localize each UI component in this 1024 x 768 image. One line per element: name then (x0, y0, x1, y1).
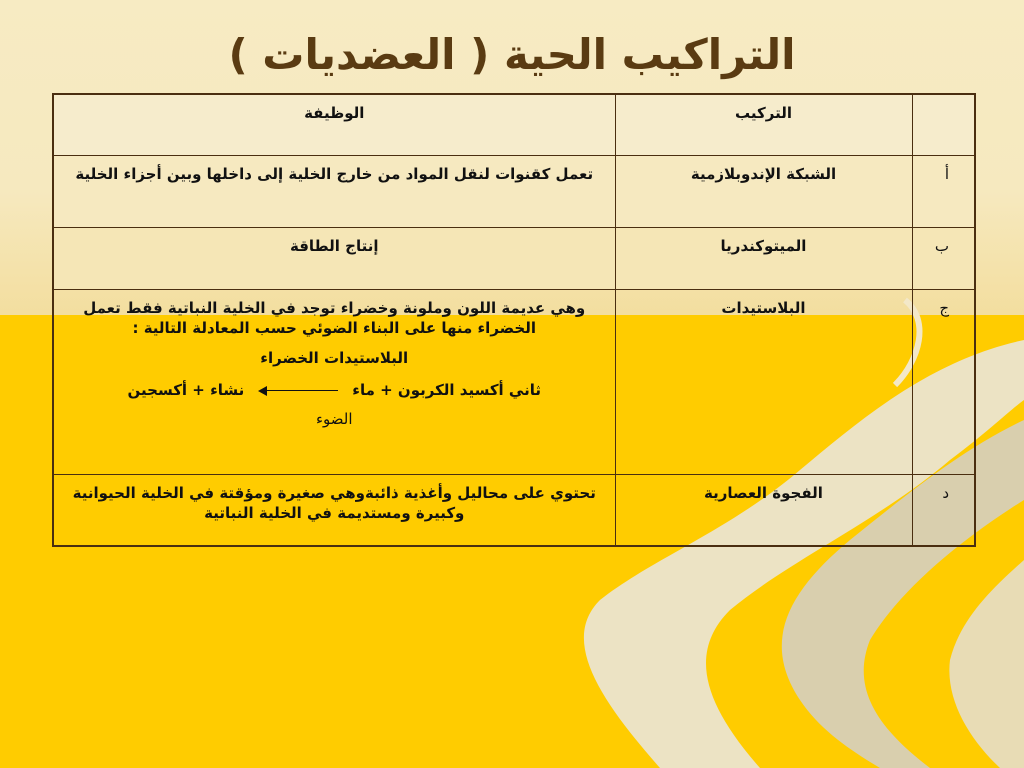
row-function: تحتوي على محاليل وأغذية ذائبةوهي صغيرة ومؤقتة في الخلية الحيوانية وكبيرة ومستديمة في الخلية النباتية (53, 474, 615, 546)
table-header-row (53, 94, 975, 156)
equation-catalyst: البلاستيدات الخضراء (260, 349, 409, 368)
row-letter: أ (912, 156, 975, 228)
table-row (53, 228, 975, 290)
row-letter: د (912, 474, 975, 546)
row-structure: البلاستيدات (615, 289, 912, 474)
row-structure: الشبكة الإندوبلازمية (615, 156, 912, 228)
row-structure: الفجوة العصارية (615, 474, 912, 546)
equation-condition: الضوء (315, 409, 353, 428)
reaction-arrow-icon (258, 384, 338, 398)
slide-title: التراكيب الحية ( العضديات ) (228, 30, 796, 79)
row-function: إنتاج الطاقة (53, 228, 615, 290)
equation-row (62, 380, 607, 400)
equation-reactants: ثاني أكسيد الكربون + ماء (352, 381, 541, 400)
row-function-cell (53, 289, 615, 474)
wave-shape-edge (949, 560, 1024, 768)
structures-table (52, 93, 976, 547)
header-structure-cell: التركيب (615, 94, 912, 156)
row-function: تعمل كقنوات لنقل المواد من خارج الخلية إلى داخلها وبين أجزاء الخلية (53, 156, 615, 228)
row-letter: ج (912, 289, 975, 474)
table-row (53, 289, 975, 474)
row-structure: الميتوكندريا (615, 228, 912, 290)
table-row (53, 156, 975, 228)
header-function-cell: الوظيفة (53, 94, 615, 156)
row-function: وهي عديمة اللون وملونة وخضراء توجد في الخلية النباتية فقط تعمل الخضراء منها على البناء الضوئي حسب المعادلة التالية : (83, 298, 586, 337)
header-letter-cell (912, 94, 975, 156)
row-letter: ب (912, 228, 975, 290)
equation-products: نشاء + أكسجين (127, 381, 245, 400)
table-row (53, 474, 975, 546)
